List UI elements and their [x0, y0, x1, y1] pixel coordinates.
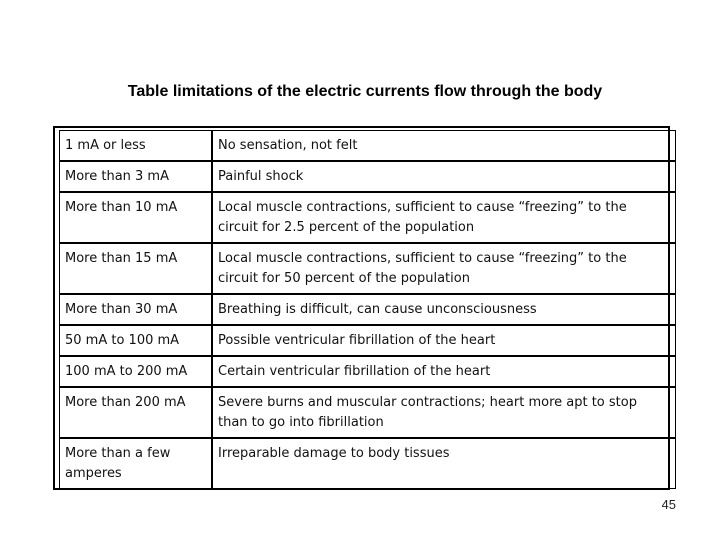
effect-cell: Certain ventricular fibrillation of the heart: [213, 356, 676, 387]
current-cell: More than 200 mA: [59, 387, 213, 438]
slide-title: Table limitations of the electric currents flow through the body: [127, 83, 603, 100]
page-number: 45: [661, 497, 676, 509]
current-cell: 50 mA to 100 mA: [59, 325, 213, 356]
current-cell: More than 15 mA: [59, 243, 213, 294]
table-row: [59, 243, 676, 294]
current-cell: More than 30 mA: [59, 294, 213, 325]
table-row: [59, 294, 676, 325]
table-row: [59, 387, 676, 438]
current-cell: More than a few amperes: [59, 438, 213, 489]
effect-cell: Local muscle contractions, sufficient to cause “freezing” to the circuit for 50 percent of the population: [213, 243, 676, 294]
table-row: [59, 356, 676, 387]
current-cell: 1 mA or less: [59, 130, 213, 161]
effect-cell: No sensation, not felt: [213, 130, 676, 161]
table-row: [59, 192, 676, 243]
effect-cell: Local muscle contractions, sufficient to cause “freezing” to the circuit for 2.5 percent of the population: [213, 192, 676, 243]
table-row: [59, 130, 676, 161]
current-cell: More than 10 mA: [59, 192, 213, 243]
table-row: [59, 325, 676, 356]
table-row: [59, 438, 676, 489]
limits-table-grid: [59, 130, 676, 489]
current-cell: More than 3 mA: [59, 161, 213, 192]
current-cell: 100 mA to 200 mA: [59, 356, 213, 387]
effect-cell: Breathing is difficult, can cause unconsciousness: [213, 294, 676, 325]
current-limits-table: [53, 126, 670, 490]
effect-cell: Possible ventricular fibrillation of the heart: [213, 325, 676, 356]
effect-cell: Painful shock: [213, 161, 676, 192]
effect-cell: Severe burns and muscular contractions; heart more apt to stop than to go into fibrillation: [213, 387, 676, 438]
effect-cell: Irreparable damage to body tissues: [213, 438, 676, 489]
table-row: [59, 161, 676, 192]
